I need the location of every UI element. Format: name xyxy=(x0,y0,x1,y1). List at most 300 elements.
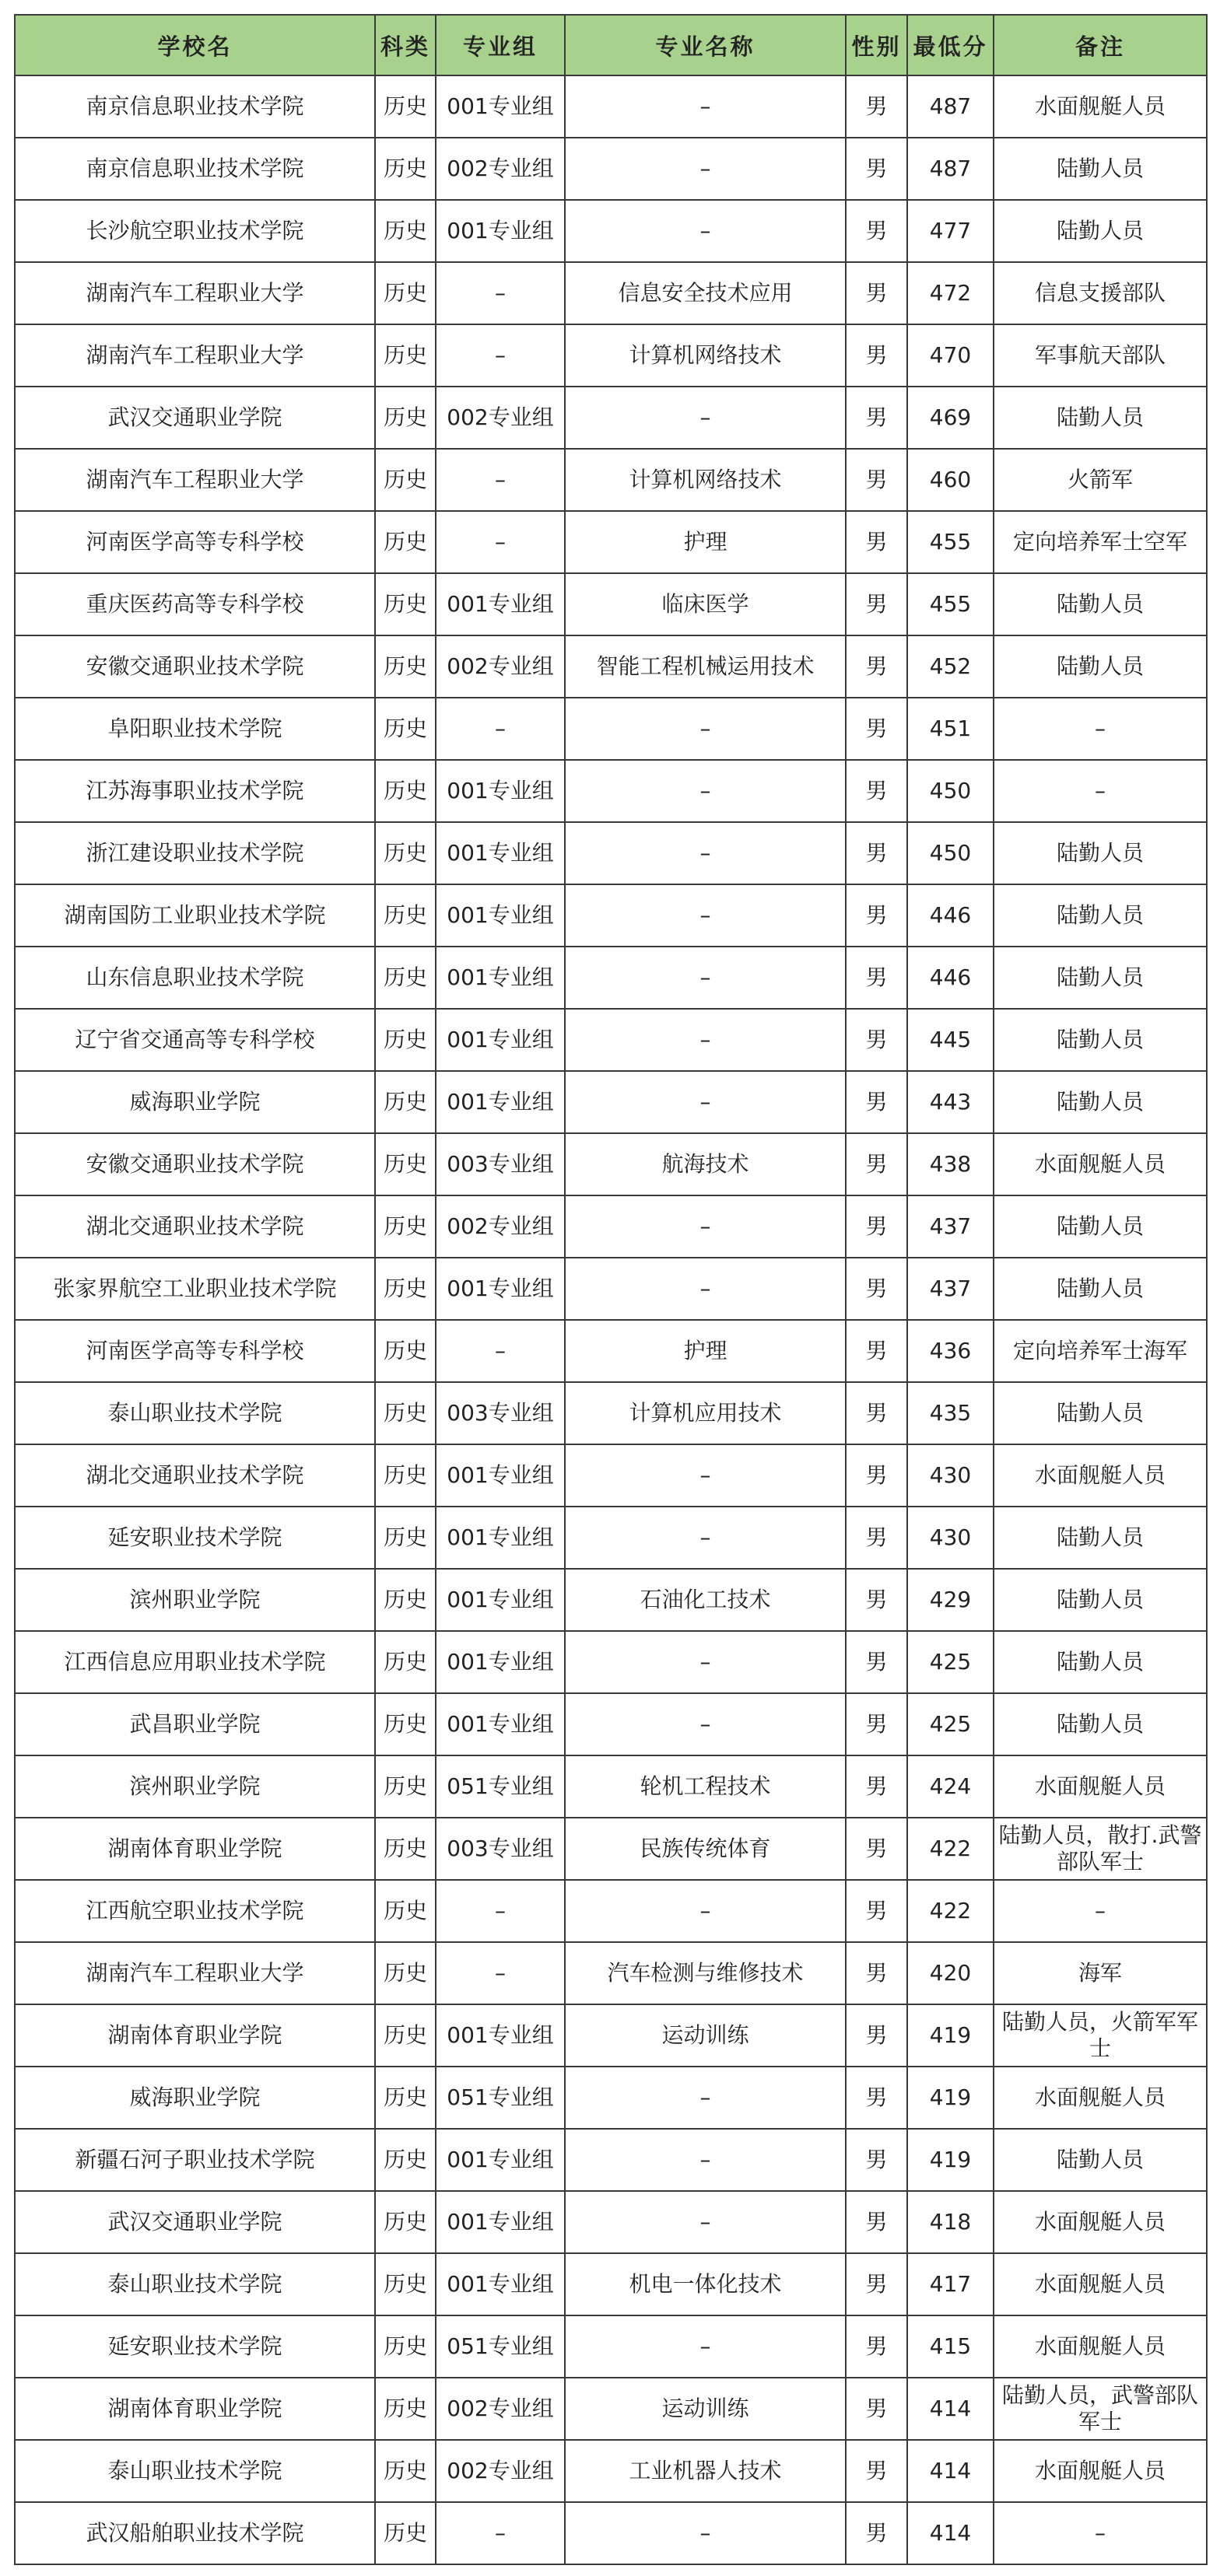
table-row xyxy=(15,2067,1207,2129)
table-row xyxy=(15,635,1207,698)
table-row xyxy=(15,947,1207,1009)
cell-group: 003专业组 xyxy=(436,1382,565,1444)
table-row xyxy=(15,511,1207,573)
cell-group: 001专业组 xyxy=(436,1693,565,1755)
cell-major: – xyxy=(565,1071,846,1133)
cell-gender: 男 xyxy=(846,138,907,200)
cell-gender: 男 xyxy=(846,822,907,884)
cell-school: 泰山职业技术学院 xyxy=(15,2253,375,2315)
cell-major: – xyxy=(565,1693,846,1755)
cell-school: 安徽交通职业技术学院 xyxy=(15,1133,375,1195)
cell-school: 延安职业技术学院 xyxy=(15,2315,375,2378)
cell-note: 水面舰艇人员 xyxy=(994,2315,1207,2378)
cell-min-score: 469 xyxy=(907,387,994,449)
cell-major: – xyxy=(565,1009,846,1071)
cell-note: 陆勤人员，散打.武警部队军士 xyxy=(994,1818,1207,1880)
cell-school: 泰山职业技术学院 xyxy=(15,2440,375,2502)
cell-gender: 男 xyxy=(846,1071,907,1133)
cell-gender: 男 xyxy=(846,2004,907,2067)
cell-major: 计算机网络技术 xyxy=(565,449,846,511)
cell-school: 威海职业学院 xyxy=(15,1071,375,1133)
cell-gender: 男 xyxy=(846,2378,907,2440)
cell-school: 江西航空职业技术学院 xyxy=(15,1880,375,1942)
cell-group: 001专业组 xyxy=(436,1631,565,1693)
header-major: 专业名称 xyxy=(565,15,846,75)
cell-major: – xyxy=(565,200,846,262)
cell-school: 湖北交通职业技术学院 xyxy=(15,1444,375,1507)
cell-min-score: 443 xyxy=(907,1071,994,1133)
cell-min-score: 472 xyxy=(907,262,994,324)
cell-group: – xyxy=(436,449,565,511)
cell-major: – xyxy=(565,1258,846,1320)
cell-major: – xyxy=(565,138,846,200)
cell-min-score: 436 xyxy=(907,1320,994,1382)
table-row xyxy=(15,324,1207,387)
cell-note: 信息支援部队 xyxy=(994,262,1207,324)
cell-major: 民族传统体育 xyxy=(565,1818,846,1880)
cell-note: – xyxy=(994,2502,1207,2564)
cell-major: – xyxy=(565,1507,846,1569)
header-note: 备注 xyxy=(994,15,1207,75)
cell-note: 陆勤人员 xyxy=(994,200,1207,262)
cell-min-score: 446 xyxy=(907,884,994,947)
cell-school: 湖南汽车工程职业大学 xyxy=(15,1942,375,2004)
table-row xyxy=(15,1507,1207,1569)
cell-min-score: 487 xyxy=(907,138,994,200)
cell-school: 湖南汽车工程职业大学 xyxy=(15,262,375,324)
cell-subject: 历史 xyxy=(375,1755,436,1818)
cell-group: – xyxy=(436,262,565,324)
cell-gender: 男 xyxy=(846,1320,907,1382)
cell-gender: 男 xyxy=(846,1133,907,1195)
cell-subject: 历史 xyxy=(375,1818,436,1880)
cell-school: 武昌职业学院 xyxy=(15,1693,375,1755)
cell-group: 001专业组 xyxy=(436,1444,565,1507)
cell-subject: 历史 xyxy=(375,573,436,635)
cell-note: 海军 xyxy=(994,1942,1207,2004)
cell-min-score: 414 xyxy=(907,2502,994,2564)
cell-note: 陆勤人员 xyxy=(994,2129,1207,2191)
cell-subject: 历史 xyxy=(375,884,436,947)
cell-min-score: 455 xyxy=(907,511,994,573)
cell-note: 军事航天部队 xyxy=(994,324,1207,387)
cell-group: – xyxy=(436,1880,565,1942)
cell-note: 陆勤人员 xyxy=(994,884,1207,947)
cell-note: 陆勤人员 xyxy=(994,1693,1207,1755)
cell-major: – xyxy=(565,698,846,760)
table-row xyxy=(15,2315,1207,2378)
cell-major: – xyxy=(565,822,846,884)
cell-major: 运动训练 xyxy=(565,2378,846,2440)
cell-min-score: 415 xyxy=(907,2315,994,2378)
cell-school: 湖北交通职业技术学院 xyxy=(15,1195,375,1258)
cell-note: – xyxy=(994,760,1207,822)
cell-school: 长沙航空职业技术学院 xyxy=(15,200,375,262)
cell-group: 001专业组 xyxy=(436,2191,565,2253)
cell-major: 计算机网络技术 xyxy=(565,324,846,387)
header-subject: 科类 xyxy=(375,15,436,75)
cell-subject: 历史 xyxy=(375,1071,436,1133)
cell-subject: 历史 xyxy=(375,324,436,387)
cell-gender: 男 xyxy=(846,2191,907,2253)
table-row xyxy=(15,1942,1207,2004)
cell-min-score: 451 xyxy=(907,698,994,760)
cell-note: 陆勤人员 xyxy=(994,1507,1207,1569)
cell-note: 定向培养军士海军 xyxy=(994,1320,1207,1382)
cell-note: 陆勤人员 xyxy=(994,138,1207,200)
cell-group: 002专业组 xyxy=(436,635,565,698)
cell-subject: 历史 xyxy=(375,2440,436,2502)
cell-school: 张家界航空工业职业技术学院 xyxy=(15,1258,375,1320)
cell-school: 江苏海事职业技术学院 xyxy=(15,760,375,822)
cell-school: 辽宁省交通高等专科学校 xyxy=(15,1009,375,1071)
cell-note: 陆勤人员，火箭军军士 xyxy=(994,2004,1207,2067)
cell-group: 001专业组 xyxy=(436,760,565,822)
cell-major: – xyxy=(565,1880,846,1942)
cell-subject: 历史 xyxy=(375,1382,436,1444)
cell-subject: 历史 xyxy=(375,822,436,884)
cell-school: 阜阳职业技术学院 xyxy=(15,698,375,760)
header-school: 学校名 xyxy=(15,15,375,75)
cell-group: – xyxy=(436,698,565,760)
table-row xyxy=(15,573,1207,635)
cell-min-score: 424 xyxy=(907,1755,994,1818)
cell-note: 陆勤人员 xyxy=(994,1195,1207,1258)
cell-school: 安徽交通职业技术学院 xyxy=(15,635,375,698)
cell-subject: 历史 xyxy=(375,2067,436,2129)
cell-min-score: 455 xyxy=(907,573,994,635)
cell-gender: 男 xyxy=(846,635,907,698)
cell-subject: 历史 xyxy=(375,1507,436,1569)
cell-gender: 男 xyxy=(846,698,907,760)
cell-group: 001专业组 xyxy=(436,822,565,884)
table-row xyxy=(15,200,1207,262)
cell-min-score: 470 xyxy=(907,324,994,387)
cell-group: 001专业组 xyxy=(436,2004,565,2067)
cell-school: 山东信息职业技术学院 xyxy=(15,947,375,1009)
cell-gender: 男 xyxy=(846,760,907,822)
table-row xyxy=(15,1631,1207,1693)
table-row xyxy=(15,1133,1207,1195)
cell-gender: 男 xyxy=(846,262,907,324)
cell-subject: 历史 xyxy=(375,635,436,698)
cell-subject: 历史 xyxy=(375,1569,436,1631)
cell-school: 滨州职业学院 xyxy=(15,1569,375,1631)
cell-school: 威海职业学院 xyxy=(15,2067,375,2129)
cell-school: 武汉船舶职业技术学院 xyxy=(15,2502,375,2564)
cell-group: 051专业组 xyxy=(436,2315,565,2378)
cell-major: – xyxy=(565,884,846,947)
cell-group: – xyxy=(436,1320,565,1382)
cell-min-score: 419 xyxy=(907,2004,994,2067)
cell-note: 水面舰艇人员 xyxy=(994,1755,1207,1818)
table-row xyxy=(15,138,1207,200)
cell-gender: 男 xyxy=(846,449,907,511)
cell-min-score: 422 xyxy=(907,1880,994,1942)
cell-major: – xyxy=(565,1195,846,1258)
cell-gender: 男 xyxy=(846,75,907,138)
cell-note: 水面舰艇人员 xyxy=(994,1444,1207,1507)
cell-min-score: 445 xyxy=(907,1009,994,1071)
cell-group: 051专业组 xyxy=(436,1755,565,1818)
cell-note: 火箭军 xyxy=(994,449,1207,511)
cell-group: 051专业组 xyxy=(436,2067,565,2129)
cell-group: 001专业组 xyxy=(436,1569,565,1631)
cell-group: 001专业组 xyxy=(436,884,565,947)
cell-group: 002专业组 xyxy=(436,1195,565,1258)
cell-gender: 男 xyxy=(846,2440,907,2502)
cell-major: 临床医学 xyxy=(565,573,846,635)
cell-major: – xyxy=(565,2315,846,2378)
table-row xyxy=(15,1071,1207,1133)
cell-school: 新疆石河子职业技术学院 xyxy=(15,2129,375,2191)
cell-major: 轮机工程技术 xyxy=(565,1755,846,1818)
cell-note: 陆勤人员 xyxy=(994,822,1207,884)
cell-group: 002专业组 xyxy=(436,2378,565,2440)
table-row xyxy=(15,449,1207,511)
cell-min-score: 425 xyxy=(907,1693,994,1755)
table-row xyxy=(15,1818,1207,1880)
table-row xyxy=(15,1693,1207,1755)
cell-subject: 历史 xyxy=(375,1693,436,1755)
table-row xyxy=(15,822,1207,884)
cell-gender: 男 xyxy=(846,947,907,1009)
cell-major: – xyxy=(565,1444,846,1507)
cell-subject: 历史 xyxy=(375,947,436,1009)
cell-gender: 男 xyxy=(846,1569,907,1631)
cell-gender: 男 xyxy=(846,1009,907,1071)
cell-major: 信息安全技术应用 xyxy=(565,262,846,324)
cell-note: 水面舰艇人员 xyxy=(994,1133,1207,1195)
table-row xyxy=(15,1009,1207,1071)
cell-note: – xyxy=(994,1880,1207,1942)
cell-group: – xyxy=(436,1942,565,2004)
cell-subject: 历史 xyxy=(375,75,436,138)
table-row xyxy=(15,387,1207,449)
cell-school: 湖南国防工业职业技术学院 xyxy=(15,884,375,947)
cell-note: 陆勤人员 xyxy=(994,947,1207,1009)
cell-group: 001专业组 xyxy=(436,2129,565,2191)
table-row xyxy=(15,1880,1207,1942)
cell-note: 陆勤人员，武警部队军士 xyxy=(994,2378,1207,2440)
cell-min-score: 429 xyxy=(907,1569,994,1631)
cell-note: 水面舰艇人员 xyxy=(994,2067,1207,2129)
table-row xyxy=(15,884,1207,947)
cell-note: 水面舰艇人员 xyxy=(994,2253,1207,2315)
cell-subject: 历史 xyxy=(375,200,436,262)
cell-gender: 男 xyxy=(846,511,907,573)
cell-group: 001专业组 xyxy=(436,200,565,262)
cell-min-score: 417 xyxy=(907,2253,994,2315)
cell-subject: 历史 xyxy=(375,1880,436,1942)
cell-gender: 男 xyxy=(846,2129,907,2191)
cell-min-score: 487 xyxy=(907,75,994,138)
cell-major: – xyxy=(565,2502,846,2564)
cell-school: 湖南体育职业学院 xyxy=(15,1818,375,1880)
cell-subject: 历史 xyxy=(375,2315,436,2378)
cell-subject: 历史 xyxy=(375,1009,436,1071)
table-row xyxy=(15,2253,1207,2315)
cell-school: 湖南体育职业学院 xyxy=(15,2378,375,2440)
table-row xyxy=(15,1755,1207,1818)
cell-gender: 男 xyxy=(846,1507,907,1569)
cell-group: 002专业组 xyxy=(436,2440,565,2502)
cell-gender: 男 xyxy=(846,1942,907,2004)
table-row xyxy=(15,2378,1207,2440)
cell-note: – xyxy=(994,698,1207,760)
cell-major: 汽车检测与维修技术 xyxy=(565,1942,846,2004)
cell-min-score: 425 xyxy=(907,1631,994,1693)
cell-gender: 男 xyxy=(846,200,907,262)
cell-major: 航海技术 xyxy=(565,1133,846,1195)
cell-subject: 历史 xyxy=(375,1942,436,2004)
cell-subject: 历史 xyxy=(375,138,436,200)
cell-subject: 历史 xyxy=(375,1631,436,1693)
cell-major: 计算机应用技术 xyxy=(565,1382,846,1444)
cell-subject: 历史 xyxy=(375,2253,436,2315)
cell-school: 河南医学高等专科学校 xyxy=(15,511,375,573)
cell-group: 002专业组 xyxy=(436,138,565,200)
cell-group: 001专业组 xyxy=(436,573,565,635)
cell-min-score: 450 xyxy=(907,760,994,822)
table-row xyxy=(15,2004,1207,2067)
cell-major: – xyxy=(565,947,846,1009)
cell-major: – xyxy=(565,2129,846,2191)
cell-group: – xyxy=(436,511,565,573)
cell-school: 重庆医药高等专科学校 xyxy=(15,573,375,635)
cell-note: 陆勤人员 xyxy=(994,1009,1207,1071)
table-row xyxy=(15,1258,1207,1320)
cell-subject: 历史 xyxy=(375,1133,436,1195)
cell-subject: 历史 xyxy=(375,1320,436,1382)
cell-gender: 男 xyxy=(846,1195,907,1258)
cell-gender: 男 xyxy=(846,324,907,387)
cell-gender: 男 xyxy=(846,1258,907,1320)
cell-gender: 男 xyxy=(846,884,907,947)
cell-group: 001专业组 xyxy=(436,947,565,1009)
cell-subject: 历史 xyxy=(375,1444,436,1507)
cell-min-score: 414 xyxy=(907,2440,994,2502)
cell-note: 陆勤人员 xyxy=(994,1569,1207,1631)
cell-major: 智能工程机械运用技术 xyxy=(565,635,846,698)
cell-group: 002专业组 xyxy=(436,387,565,449)
cell-major: 运动训练 xyxy=(565,2004,846,2067)
cell-gender: 男 xyxy=(846,1631,907,1693)
table-row xyxy=(15,1444,1207,1507)
cell-subject: 历史 xyxy=(375,449,436,511)
cell-school: 湖南体育职业学院 xyxy=(15,2004,375,2067)
cell-subject: 历史 xyxy=(375,2191,436,2253)
cell-group: – xyxy=(436,2502,565,2564)
cell-subject: 历史 xyxy=(375,2378,436,2440)
cell-min-score: 430 xyxy=(907,1444,994,1507)
cell-major: – xyxy=(565,75,846,138)
cell-min-score: 422 xyxy=(907,1818,994,1880)
table-body xyxy=(15,75,1207,2564)
cell-note: 水面舰艇人员 xyxy=(994,2191,1207,2253)
cell-gender: 男 xyxy=(846,1382,907,1444)
cell-school: 南京信息职业技术学院 xyxy=(15,138,375,200)
cell-subject: 历史 xyxy=(375,1195,436,1258)
cell-subject: 历史 xyxy=(375,387,436,449)
cell-subject: 历史 xyxy=(375,1258,436,1320)
cell-note: 陆勤人员 xyxy=(994,1382,1207,1444)
cell-major: – xyxy=(565,760,846,822)
cell-gender: 男 xyxy=(846,2253,907,2315)
cell-gender: 男 xyxy=(846,1693,907,1755)
cell-group: 001专业组 xyxy=(436,1009,565,1071)
cell-major: – xyxy=(565,1631,846,1693)
table-row xyxy=(15,1320,1207,1382)
cell-min-score: 450 xyxy=(907,822,994,884)
cell-school: 延安职业技术学院 xyxy=(15,1507,375,1569)
cell-min-score: 430 xyxy=(907,1507,994,1569)
admission-score-table xyxy=(14,14,1208,2565)
cell-group: 003专业组 xyxy=(436,1818,565,1880)
cell-group: – xyxy=(436,324,565,387)
table-row xyxy=(15,262,1207,324)
cell-school: 浙江建设职业技术学院 xyxy=(15,822,375,884)
cell-min-score: 419 xyxy=(907,2067,994,2129)
table-row xyxy=(15,1382,1207,1444)
cell-group: 001专业组 xyxy=(436,1258,565,1320)
cell-note: 陆勤人员 xyxy=(994,635,1207,698)
cell-gender: 男 xyxy=(846,2502,907,2564)
cell-school: 武汉交通职业学院 xyxy=(15,387,375,449)
cell-school: 江西信息应用职业技术学院 xyxy=(15,1631,375,1693)
cell-gender: 男 xyxy=(846,1755,907,1818)
cell-group: 001专业组 xyxy=(436,1071,565,1133)
cell-subject: 历史 xyxy=(375,760,436,822)
cell-note: 陆勤人员 xyxy=(994,1258,1207,1320)
table-row xyxy=(15,698,1207,760)
cell-group: 003专业组 xyxy=(436,1133,565,1195)
table-row xyxy=(15,2440,1207,2502)
header-min-score: 最低分 xyxy=(907,15,994,75)
header-group: 专业组 xyxy=(436,15,565,75)
cell-major: 石油化工技术 xyxy=(565,1569,846,1631)
header-gender: 性别 xyxy=(846,15,907,75)
cell-major: 机电一体化技术 xyxy=(565,2253,846,2315)
cell-major: – xyxy=(565,2067,846,2129)
cell-gender: 男 xyxy=(846,2067,907,2129)
table-row xyxy=(15,1569,1207,1631)
cell-note: 水面舰艇人员 xyxy=(994,75,1207,138)
cell-major: 工业机器人技术 xyxy=(565,2440,846,2502)
cell-min-score: 477 xyxy=(907,200,994,262)
cell-subject: 历史 xyxy=(375,2502,436,2564)
cell-school: 泰山职业技术学院 xyxy=(15,1382,375,1444)
cell-note: 陆勤人员 xyxy=(994,387,1207,449)
cell-subject: 历史 xyxy=(375,698,436,760)
cell-min-score: 420 xyxy=(907,1942,994,2004)
cell-min-score: 437 xyxy=(907,1258,994,1320)
table-header-row xyxy=(15,15,1207,75)
cell-major: 护理 xyxy=(565,1320,846,1382)
cell-school: 河南医学高等专科学校 xyxy=(15,1320,375,1382)
cell-group: 001专业组 xyxy=(436,2253,565,2315)
table-row xyxy=(15,2191,1207,2253)
cell-note: 陆勤人员 xyxy=(994,573,1207,635)
cell-min-score: 418 xyxy=(907,2191,994,2253)
cell-note: 陆勤人员 xyxy=(994,1071,1207,1133)
cell-subject: 历史 xyxy=(375,2004,436,2067)
cell-school: 湖南汽车工程职业大学 xyxy=(15,324,375,387)
cell-gender: 男 xyxy=(846,387,907,449)
table-row xyxy=(15,760,1207,822)
cell-note: 水面舰艇人员 xyxy=(994,2440,1207,2502)
cell-group: 001专业组 xyxy=(436,75,565,138)
